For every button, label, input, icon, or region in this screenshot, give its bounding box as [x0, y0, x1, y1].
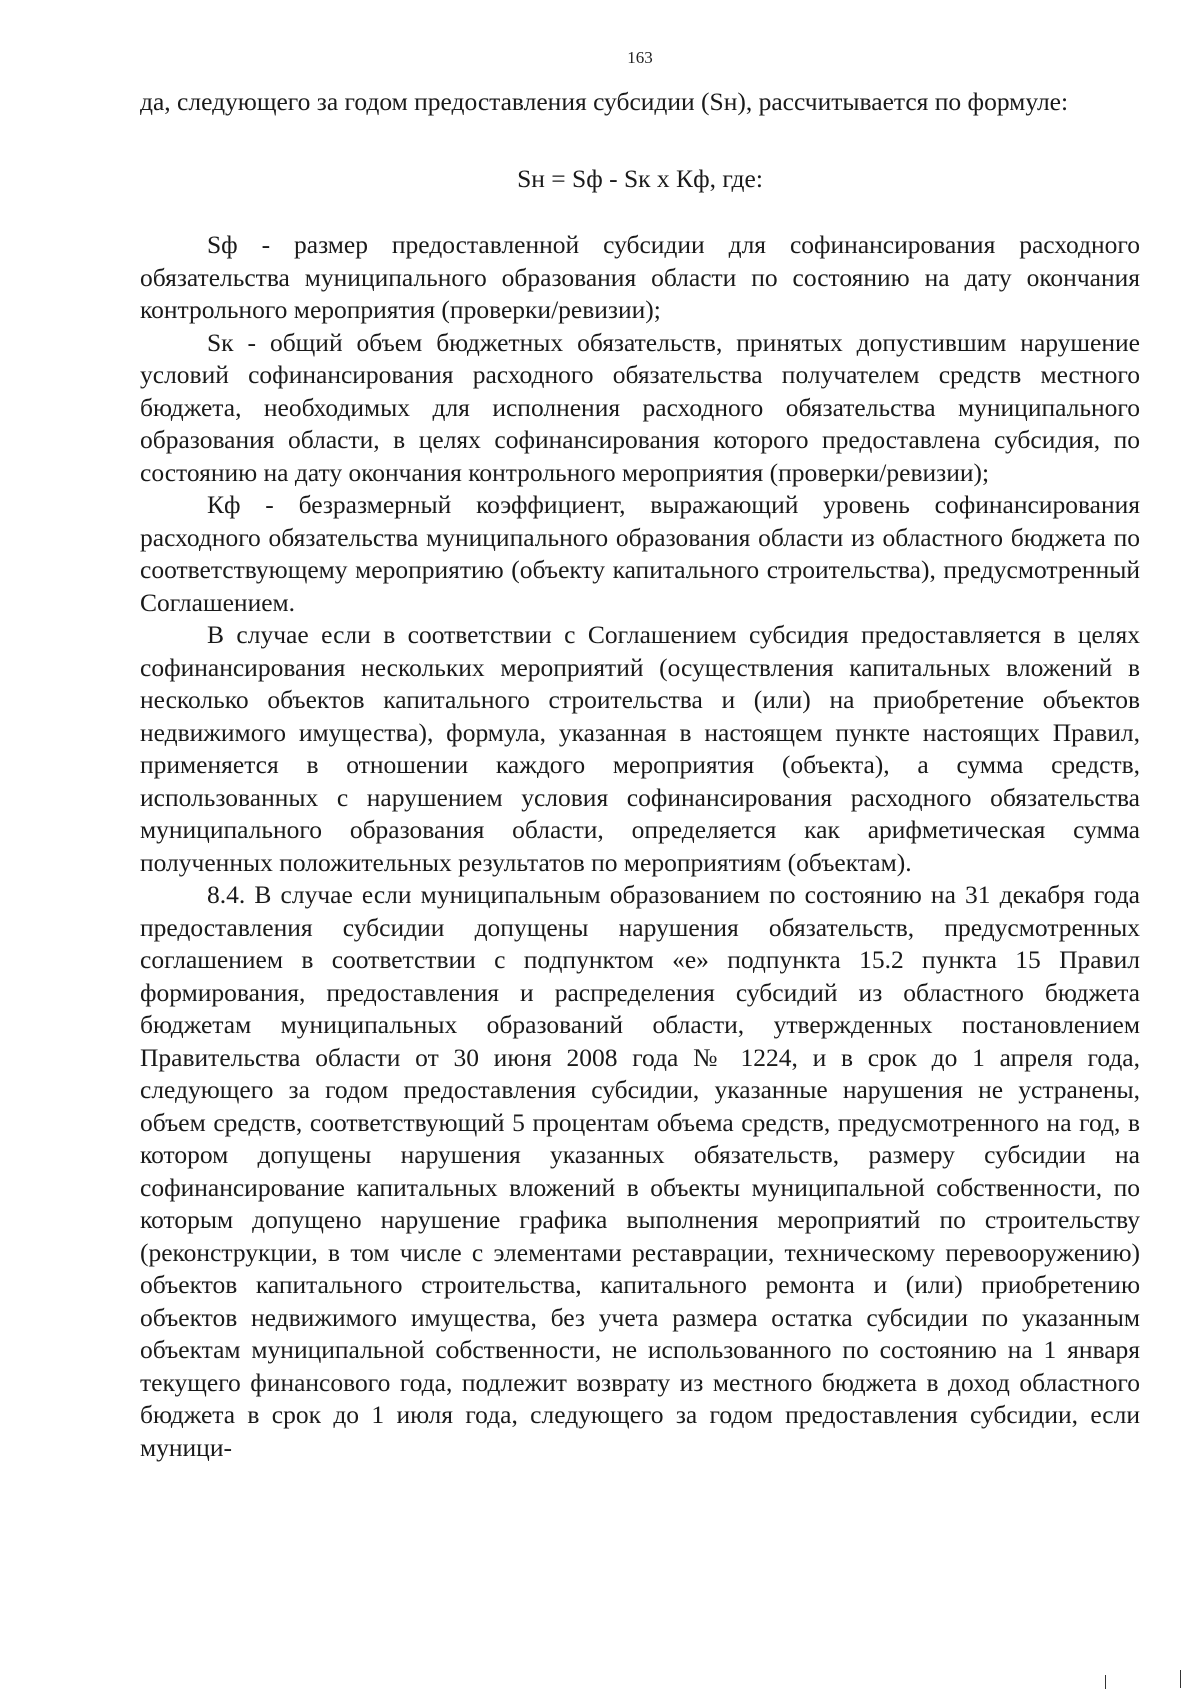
formula: Sн = Sф - Sк х Кф, где: — [517, 163, 763, 193]
paragraph-kf-definition: Кф - безразмерный коэффициент, выражающий уровень софинансирования расходного обязательства муниципального образования области из областного бюджета по соответствующему мероприятию (объекту капитального строительства), предусмотренный Соглашением. — [140, 490, 1140, 617]
page-number: 163 — [627, 48, 653, 67]
scan-artifact — [1180, 1670, 1181, 1688]
paragraph-sk-definition: Sк - общий объем бюджетных обязательств, принятых допустившим нарушение условий софинансирования расходного обязательства получателем средств местного бюджета, необходимых для исполнения расходного обязательства муниципального образования области, в целях софинансирования которого предоставлена субсидия, по состоянию на дату окончания контрольного мероприятия (проверки/ревизии); — [140, 327, 1140, 487]
document-page — [140, 40, 1140, 1640]
scan-artifact — [1105, 1675, 1106, 1689]
paragraph-intro: да, следующего за годом предоставления субсидии (Sн), рассчитывается по формуле: — [140, 87, 1069, 116]
paragraph-multiple-objects: В случае если в соответствии с Соглашением субсидия предоставляется в целях софинансирования нескольких мероприятий (осуществления капитальных вложений в несколько объектов капитального строительства и (или) на приобретение объектов недвижимого имущества), формула, указанная в настоящем пункте настоящих Правил, применяется в отношении каждого мероприятия (объекта), а сумма средств, использованных с нарушением условия софинансирования расходного обязательства муниципального образования области, определяется как арифметическая сумма полученных положительных результатов по мероприятиям (объектам). — [140, 620, 1140, 877]
paragraph-clause-8-4: 8.4. В случае если муниципальным образованием по состоянию на 31 декабря года предоставления субсидии допущены нарушения обязательств, предусмотренных соглашением в соответствии с подпунктом «е» подпункта 15.2 пункта 15 Правил формирования, предоставления и распределения субсидий из областного бюджета бюджетам муниципальных образований области, утвержденных постановлением Правительства области от 30 июня 2008 года № 1224, и в срок до 1 апреля года, следующего за годом предоставления субсидии, указанные нарушения не устранены, объем средств, соответствующий 5 процентам объема средств, предусмотренного на год, в котором допущены нарушения указанных обязательств, размеру субсидии на софинансирование капитальных вложений в объекты муниципальной собственности, по которым допущено нарушение графика выполнения мероприятий по строительству (реконструкции, в том числе с элементами реставрации, техническому перевооружению) объектов капитального строительства, капитального ремонта и (или) приобретению объектов недвижимого имущества, без учета размера остатка субсидии по указанным объектам муниципальной собственности, не использованного по состоянию на 1 января текущего финансового года, подлежит возврату из местного бюджета в доход областного бюджета в срок до 1 июля года, следующего за годом предоставления субсидии, если муници- — [140, 880, 1140, 1462]
paragraph-sf-definition: Sф - размер предоставленной субсидии для софинансирования расходного обязательства муниципального образования области по состоянию на дату окончания контрольного мероприятия (проверки/ревизии); — [140, 230, 1140, 324]
